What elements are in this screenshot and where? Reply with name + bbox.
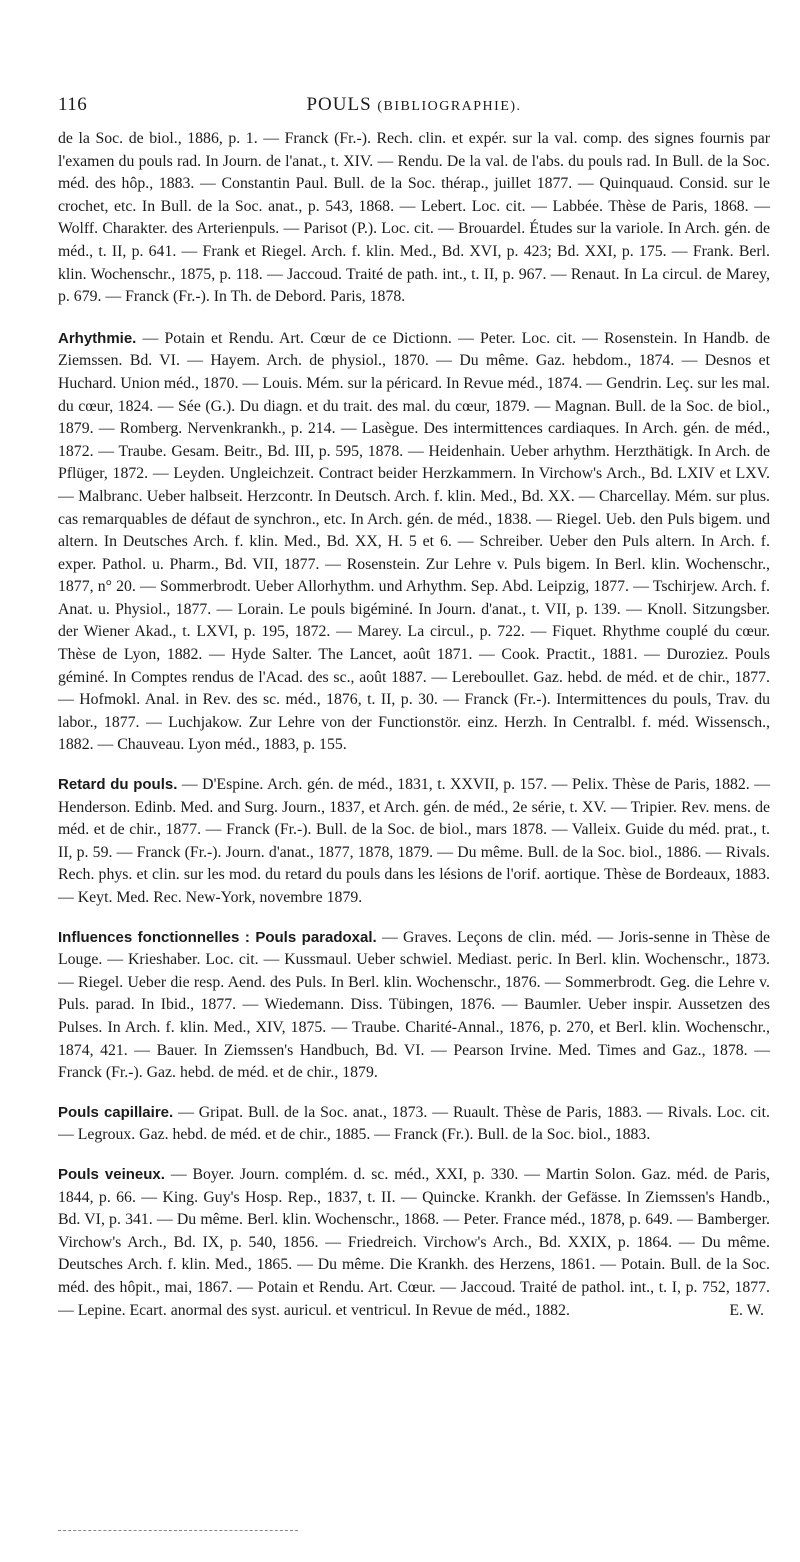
bibliography-paragraph-continuation xyxy=(58,128,770,309)
running-title-sub: (BIBLIOGRAPHIE). xyxy=(377,99,522,114)
paragraph-text: — D'Espine. Arch. gén. de méd., 1831, t. XXVII, p. 157. — Pelix. Thèse de Paris, 1882. — Henderson. Edinb. Med. and Surg. Journ., 1837, et Arch. gén. de méd., 2e série, t. XV. — Tripier. Rev. mens. de méd. et de chir., 1877. — Franck (Fr.-). Bull. de la Soc. de biol., mars 1878. — Valleix. Guide du méd. prat., t. II, p. 59. — Franck (Fr.-). Journ. d'anat., 1877, 1878, 1879. — Du même. Bull. de la Soc. biol., 1886. — Rivals. Rech. phys. et clin. sur les mod. du retard du pouls dans les lésions de l'orif. aortique. Thèse de Bordeaux, 1883. — Keyt. Med. Rec. New-York, novembre 1879. xyxy=(58,776,770,906)
bibliography-paragraph-retard xyxy=(58,774,770,910)
page-number: 116 xyxy=(58,94,88,115)
section-heading-pouls-paradoxal: Influences fonctionnelles : Pouls paradoxal. xyxy=(58,928,377,946)
section-heading-arhythmie: Arhythmie. xyxy=(58,329,137,347)
paragraph-text: — Boyer. Journ. complém. d. sc. méd., XXI, p. 330. — Martin Solon. Gaz. méd. de Paris, 1844, p. 66. — King. Guy's Hosp. Rep., 1837, t. II. — Quincke. Krankh. der Gefässe. In Ziemssen's Handb., Bd. VI, p. 341. — Du même. Berl. klin. Wochenschr., 1868. — Peter. France méd., 1878, p. 649. — Bamberger. Virchow's Arch., Bd. IX, p. 540, 1856. — Friedreich. Virchow's Arch., Bd. XXIX, p. 1864. — Du même. Deutsches Arch. f. klin. Med., 1865. — Du même. Die Krankh. des Herzens, 1861. — Potain. Bull. de la Soc. méd. des hôpit., mai, 1867. — Potain et Rendu. Art. Cœur. — Jaccoud. Traité de pathol. int., t. I, p. 752, 1877. — Lepine. Ecart. anormal des syst. auricul. et ventricul. In Revue de méd., 1882. xyxy=(58,1165,770,1319)
section-heading-pouls-veineux: Pouls veineux. xyxy=(58,1165,165,1183)
bibliography-paragraph-arhythmie xyxy=(58,328,770,757)
author-signature: E. W. xyxy=(729,1301,764,1319)
footer-rule xyxy=(58,1530,298,1531)
paragraph-text: de la Soc. de biol., 1886, p. 1. — Franck (Fr.-). Rech. clin. et expér. sur la val. comp. des signes fournis par l'examen du pouls rad. In Journ. de l'anat., t. XIV. — Rendu. De la val. de l'abs. du pouls rad. In Bull. de la Soc. méd. des hôp., 1883. — Constantin Paul. Bull. de la Soc. thérap., juillet 1877. — Quinquaud. Consid. sur le crochet, etc. In Bull. de la Soc. anat., p. 543, 1868. — Lebert. Loc. cit. — Labbée. Thèse de Paris, 1868. — Wolff. Charakter. des Arterienpuls. — Parisot (P.). Loc. cit. — Brouardel. Études sur la variole. In Arch. gén. de méd., t. II, p. 641. — Frank et Riegel. Arch. f. klin. Med., Bd. XVI, p. 423; Bd. XXI, p. 175. — Frank. Berl. klin. Wochenschr., 1875, p. 118. — Jaccoud. Traité de path. int., t. II, p. 967. — Renaut. In La circul. de Marey, p. 679. — Franck (Fr.-). In Th. de Debord. Paris, 1878. xyxy=(58,130,770,306)
bibliography-body xyxy=(58,128,770,1339)
paragraph-text: — Gripat. Bull. de la Soc. anat., 1873. — Ruault. Thèse de Paris, 1883. — Rivals. Loc. cit. — Legroux. Gaz. hebd. de méd. et de chir., 1885. — Franck (Fr.). Bull. de la Soc. biol., 1883. xyxy=(58,1103,771,1144)
bibliography-paragraph-veineux xyxy=(58,1164,770,1322)
paragraph-text: — Potain et Rendu. Art. Cœur de ce Dictionn. — Peter. Loc. cit. — Rosenstein. In Handb. de Ziemssen. Bd. VI. — Hayem. Arch. de physiol., 1870. — Du même. Gaz. hebdom., 1874. — Desnos et Huchard. Union méd., 1870. — Louis. Mém. sur la péricard. In Revue méd., 1874. — Gendrin. Leç. sur les mal. du cœur, 1824. — Sée (G.). Du diagn. et du trait. des mal. du cœur, 1879. — Magnan. Bull. de la Soc. de biol., 1879. — Romberg. Nervenkrankh., p. 214. — Lasègue. Des intermittences cardiaques. In Arch. gén. de méd., 1872. — Traube. Gesam. Beitr., Bd. III, p. 595, 1878. — Heidenhain. Ueber arhythm. Herzthätigk. In Arch. de Pflüger, 1872. — Leyden. Ungleichzeit. Contract beider Herzkammern. In Virchow's Arch., Bd. LXIV et LXV. — Malbranc. Ueber halbseit. Herzcontr. In Deutsch. Arch. f. klin. Med., Bd. XX. — Charcellay. Mém. sur plus. cas remarquables de défaut de synchron., etc. In Arch. gén. de méd., 1838. — Riegel. Ueb. den Puls bigem. und altern. In Deutsches Arch. f. klin. Med., Bd. XX, H. 5 et 6. — Schreiber. Ueber den Puls altern. In Arch. f. exper. Pathol. u. Pharm., Bd. VII, 1877. — Rosenstein. Zur Lehre v. Puls bigem. In Berl. klin. Wochenschr., 1877, n° 20. — Sommerbrodt. Ueber Allorhythm. und Arhythm. Sep. Abd. Leipzig, 1877. — Tschirjew. Arch. f. Anat. u. Physiol., 1877. — Lorain. Le pouls bigéminé. In Journ. d'anat., t. VII, p. 139. — Knoll. Sitzungsber. der Wiener Akad., t. LXVI, p. 195, 1872. — Marey. La circul., p. 722. — Fiquet. Rhythme couplé du cœur. Thèse de Lyon, 1882. — Hyde Salter. The Lancet, août 1871. — Cook. Practit., 1881. — Duroziez. Pouls géminé. In Comptes rendus de l'Acad. des sc., août 1887. — Lereboullet. Gaz. hebd. de méd. et de chir., 1877. — Hofmokl. Anal. in Rev. des sc. méd., 1876, t. II, p. 30. — Franck (Fr.-). Intermittences du pouls, Trav. du labor., 1877. — Luchjakow. Zur Lehre von der Functionstör. einz. Herzh. In Centralbl. f. méd. Wissensch., 1882. — Chauveau. Lyon méd., 1883, p. 155. xyxy=(58,329,770,754)
section-heading-retard-du-pouls: Retard du pouls. xyxy=(58,776,178,794)
paragraph-text: — Graves. Leçons de clin. méd. — Joris-senne in Thèse de Louge. — Krieshaber. Loc. cit. — Kussmaul. Ueber schwiel. Mediast. peric. In Berl. klin. Wochenschr., 1873. — Riegel. Ueber die resp. Aend. des Puls. In Berl. klin. Wochenschr., 1876. — Sommerbrodt. Geg. die Lehre v. Puls. parad. In Ibid., 1877. — Wiedemann. Diss. Tübingen, 1876. — Baumler. Ueber inspir. Aussetzen des Pulses. In Arch. f. klin. Med., XIV, 1875. — Traube. Charité-Annal., 1876, p. 270, et Berl. klin. Wochenschr., 1874, 421. — Bauer. In Ziemssen's Handbuch, Bd. VI. — Pearson Irvine. Med. Times and Gaz., 1878. — Franck (Fr.-). Gaz. hebd. de méd. et de chir., 1879. xyxy=(58,928,770,1082)
section-heading-pouls-capillaire: Pouls capillaire. xyxy=(58,1103,174,1121)
page-header xyxy=(58,94,770,124)
bibliography-paragraph-capillaire xyxy=(58,1102,770,1147)
running-title-main: POULS xyxy=(306,94,372,115)
running-title xyxy=(58,94,770,116)
bibliography-paragraph-influences xyxy=(58,927,770,1085)
